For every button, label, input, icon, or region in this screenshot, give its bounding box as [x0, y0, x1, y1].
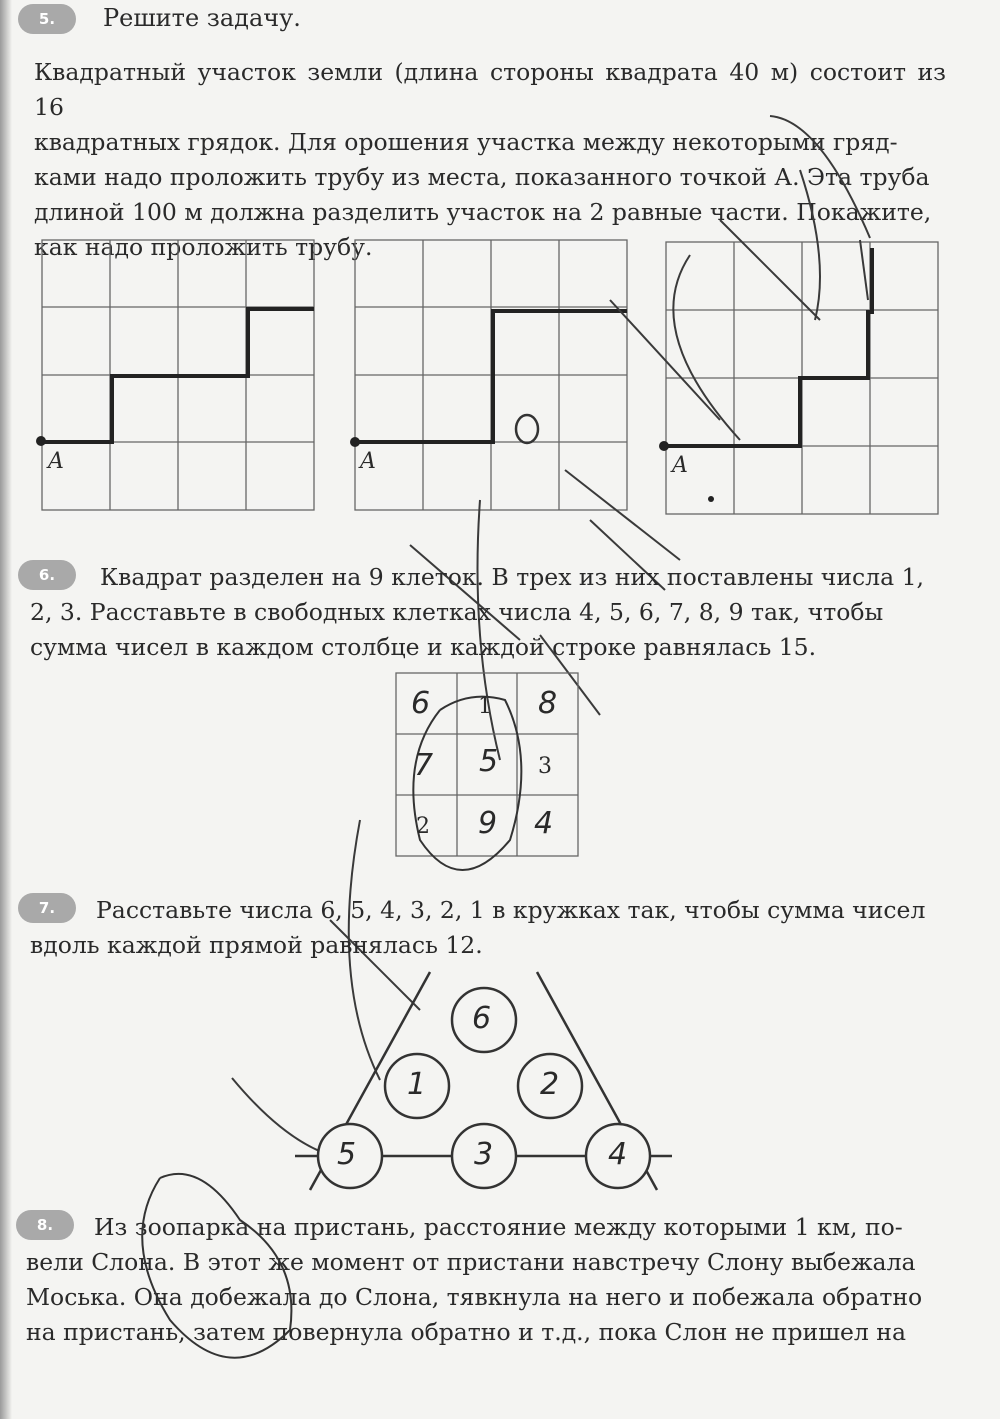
magic-square-cell: 1 [478, 694, 492, 719]
text-line: Из зоопарка на пристань, расстояние между которыми 1 км, по- [94, 1213, 903, 1241]
task-number-badge: 8. [16, 1210, 74, 1240]
magic-square-cell: 6 [411, 686, 431, 721]
text-line: Квадратный участок земли (длина стороны квадрата 40 м) состоит из 16 [34, 58, 946, 121]
task-heading: Решите задачу. [103, 4, 301, 32]
magic-square-cell: 4 [534, 806, 554, 841]
task-number-badge: 7. [18, 893, 76, 923]
text-line: Расставьте числа 6, 5, 4, 3, 2, 1 в кружках так, чтобы сумма чисел [96, 896, 926, 924]
magic-square-cell: 7 [414, 748, 434, 783]
circle-number: 3 [474, 1137, 494, 1172]
point-a-label: A [672, 453, 688, 478]
text-line: квадратных грядок. Для орошения участка между некоторыми гряд- [34, 128, 898, 156]
circle-number: 4 [608, 1137, 628, 1172]
text-line: ками надо проложить трубу из места, показанного точкой А. Эта труба [34, 163, 930, 191]
magic-square-cell: 2 [416, 814, 430, 839]
task-number-badge: 6. [18, 560, 76, 590]
text-line: сумма чисел в каждом столбце и каждой строке равнялась 15. [30, 633, 817, 661]
circle-number: 6 [472, 1001, 492, 1036]
magic-square-cell: 8 [538, 686, 558, 721]
point-a-label: A [48, 449, 64, 474]
circle-number: 5 [337, 1137, 357, 1172]
magic-square-cell: 9 [478, 806, 498, 841]
circle-number: 2 [540, 1067, 560, 1102]
magic-square-cell: 3 [538, 754, 552, 779]
point-a-label: A [360, 449, 376, 474]
text-line: длиной 100 м должна разделить участок на 2 равные части. Покажите, [34, 198, 932, 226]
circle-number: 1 [407, 1067, 427, 1102]
text-line: на пристань, затем повернула обратно и т.д., пока Слон не пришел на [26, 1318, 906, 1346]
text-line: как надо проложить трубу. [34, 233, 373, 261]
text-line: Квадрат разделен на 9 клеток. В трех из них поставлены числа 1, [100, 563, 924, 591]
task-number-badge: 5. [18, 4, 76, 34]
text-line: вели Слона. В этот же момент от пристани навстречу Слону выбежала [26, 1248, 916, 1276]
magic-square-cell: 5 [479, 744, 499, 779]
text-line: 2, 3. Расставьте в свободных клетках числа 4, 5, 6, 7, 8, 9 так, чтобы [30, 598, 884, 626]
text-line: Моська. Она добежала до Слона, тявкнула на него и побежала обратно [26, 1283, 923, 1311]
text-line: вдоль каждой прямой равнялась 12. [30, 931, 483, 959]
